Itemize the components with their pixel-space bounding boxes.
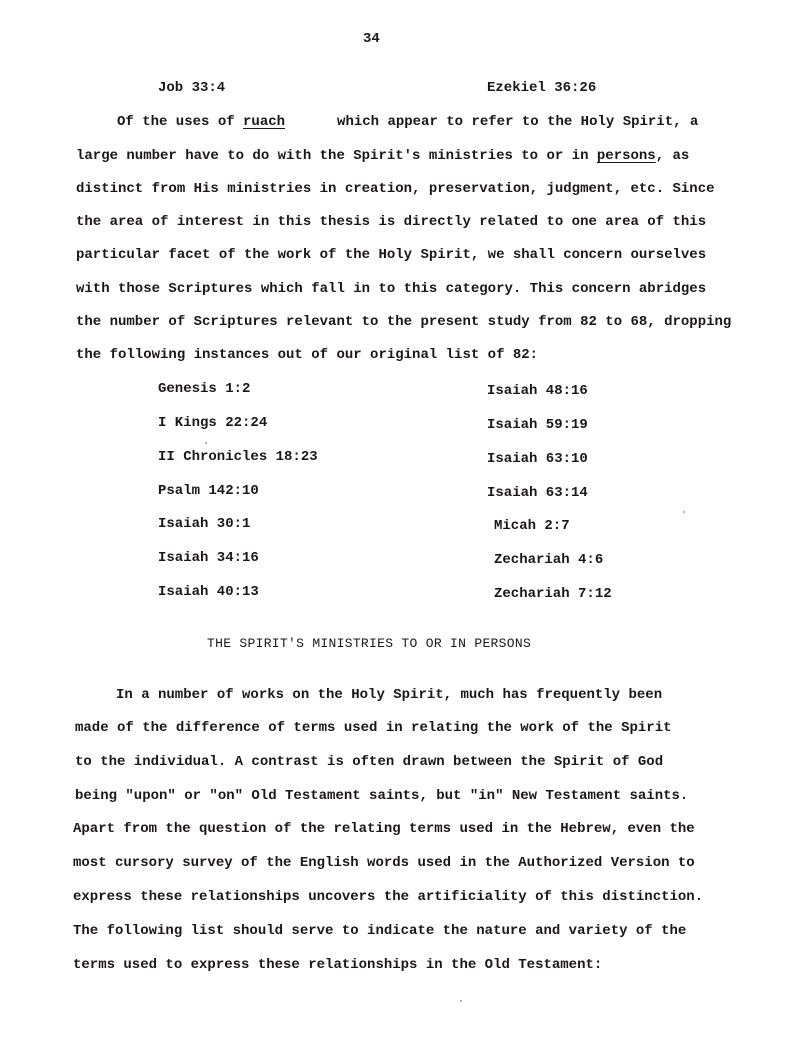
paragraph-2-line-1: In a number of works on the Holy Spirit, much has frequently been: [116, 687, 663, 703]
reference-left-4: Psalm 142:10: [158, 483, 259, 499]
paragraph-2-line-8: The following list should serve to indicate the nature and variety of the: [73, 923, 687, 939]
paragraph-1-line-5: particular facet of the work of the Holy Spirit, we shall concern ourselves: [76, 247, 707, 263]
reference-left-1: Genesis 1:2: [158, 381, 251, 397]
reference-left-7: Isaiah 40:13: [158, 584, 259, 600]
paragraph-1-line-3: distinct from His ministries in creation, preservation, judgment, etc. Since: [76, 181, 715, 197]
term-ruach: ruach: [243, 114, 286, 130]
paragraph-1-line-7: the number of Scriptures relevant to the present study from 82 to 68, dropping: [76, 314, 732, 330]
section-heading: THE SPIRIT'S MINISTRIES TO OR IN PERSONS: [207, 636, 532, 651]
term-persons: persons: [596, 148, 656, 164]
reference-right-3: Isaiah 63:10: [487, 451, 588, 467]
line-2-pre: large number have to do with the Spirit's ministries to or in: [76, 148, 597, 164]
reference-left-6: Isaiah 34:16: [158, 550, 259, 566]
paragraph-2-line-2: made of the difference of terms used in relating the work of the Spirit: [75, 720, 672, 736]
paragraph-2-line-3: to the individual. A contrast is often drawn between the Spirit of God: [75, 754, 664, 770]
paragraph-2-line-6: most cursory survey of the English words used in the Authorized Version to: [73, 855, 695, 871]
scan-speck: [205, 442, 207, 444]
header-ref-left: Job 33:4: [158, 80, 226, 96]
header-ref-right: Ezekiel 36:26: [487, 80, 597, 96]
paragraph-2-line-4: being "upon" or "on" Old Testament saints, but "in" New Testament saints.: [75, 788, 689, 804]
paragraph-2-line-5: Apart from the question of the relating terms used in the Hebrew, even the: [73, 821, 695, 837]
line-2-post: , as: [655, 148, 690, 164]
reference-left-3: II Chronicles 18:23: [158, 449, 318, 465]
scan-speck: [683, 511, 685, 513]
paragraph-1-line-8: the following instances out of our original list of 82:: [76, 347, 539, 363]
paragraph-1-line-4: the area of interest in this thesis is directly related to one area of this: [76, 214, 707, 230]
reference-right-2: Isaiah 59:19: [487, 417, 588, 433]
reference-right-1: Isaiah 48:16: [487, 383, 588, 399]
reference-right-4: Isaiah 63:14: [487, 485, 588, 501]
paragraph-2-line-7: express these relationships uncovers the artificiality of this distinction.: [73, 889, 704, 905]
reference-right-5: Micah 2:7: [494, 518, 570, 534]
page-number: 34: [363, 31, 380, 47]
reference-right-7: Zechariah 7:12: [494, 586, 612, 602]
paragraph-1-line-1: [117, 113, 698, 131]
line-1-post: which appear to refer to the Holy Spirit, a: [337, 114, 699, 130]
reference-left-2: I Kings 22:24: [158, 415, 268, 431]
line-1-pre: Of the uses of: [117, 114, 244, 130]
paragraph-2-line-9: terms used to express these relationships in the Old Testament:: [73, 957, 603, 973]
paragraph-1-line-6: with those Scriptures which fall in to this category. This concern abridges: [76, 281, 707, 297]
reference-left-5: Isaiah 30:1: [158, 516, 251, 532]
paragraph-1-line-2: [76, 147, 689, 165]
reference-right-6: Zechariah 4:6: [494, 552, 604, 568]
scan-speck: [460, 1000, 462, 1002]
